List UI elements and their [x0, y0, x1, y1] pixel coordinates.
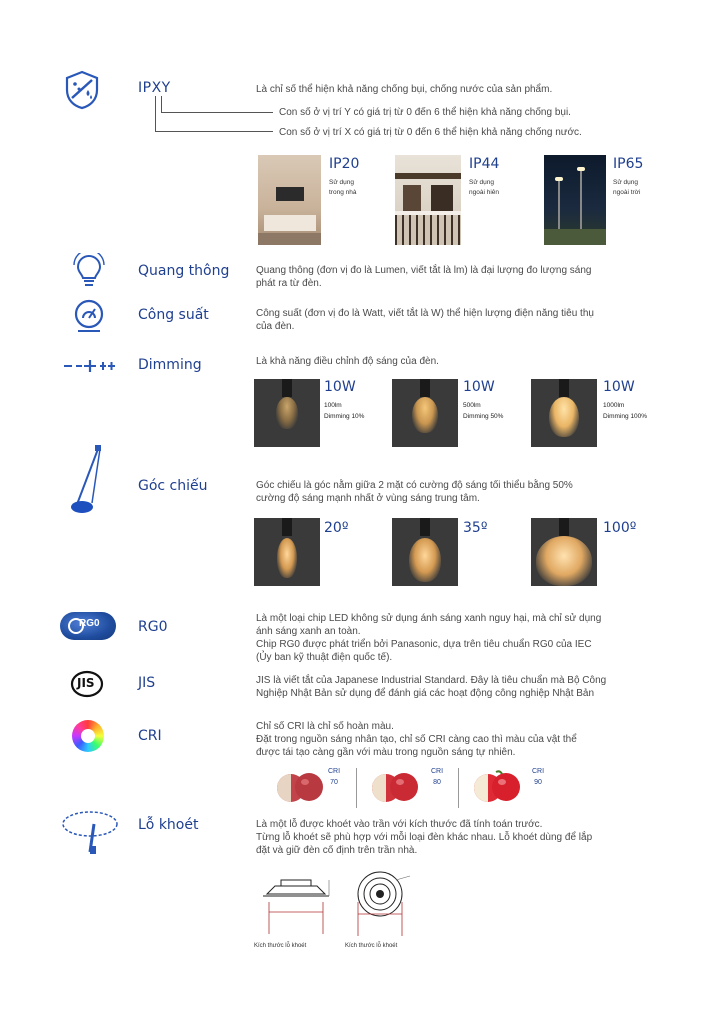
rg0-desc-1: Là một loại chip LED không sử dụng ánh sáng xanh nguy hại, mà chỉ sử dụng	[256, 613, 602, 624]
lo-khoet-desc-3: đặt và giữ đèn cố định trên trần nhà.	[256, 845, 418, 856]
cri-desc-1: Chỉ số CRI là chỉ số hoàn màu.	[256, 721, 394, 732]
apple-cri-80-image	[370, 768, 420, 804]
goc-chieu-desc-2: cường độ sáng mạnh nhất ở vùng sáng trung tâm.	[256, 493, 480, 504]
beam-100-photo	[531, 518, 597, 586]
dimming-watt-10: 10W	[324, 379, 356, 395]
beam-angle-100: 100º	[603, 520, 637, 536]
dimming-lumen-10: 100lm	[324, 402, 342, 409]
dimming-lamp-10-photo	[254, 379, 320, 447]
rg0-badge-text: RG0	[79, 618, 100, 629]
lo-khoet-desc-1: Là một lỗ được khoét vào trần với kích thước đã tính toán trước.	[256, 819, 543, 830]
dimming-level-10: Dimming 10%	[324, 413, 365, 420]
ipxy-description: Là chỉ số thể hiện khả năng chống bụi, chống nước của sản phẩm.	[256, 84, 553, 95]
light-bulb-icon	[72, 253, 106, 289]
cong-suat-desc-1: Công suất (đơn vị đo là Watt, viết tắt là W) thể hiện lượng điện năng tiêu thụ	[256, 308, 594, 319]
power-meter-icon	[72, 298, 106, 334]
dimming-level-100: Dimming 100%	[603, 413, 648, 420]
ipxy-y-connector-h	[161, 112, 273, 113]
ip65-line1: Sử dụng	[613, 179, 638, 186]
dimmer-slider-icon	[62, 358, 116, 374]
jis-desc-2: Nghiệp Nhật Bản sử dụng để đánh giá các hoạt động công nghiệp Nhật Bản	[256, 688, 595, 699]
dimming-watt-100: 10W	[603, 379, 635, 395]
beam-angle-35: 35º	[463, 520, 488, 536]
dimming-watt-50: 10W	[463, 379, 495, 395]
rg0-desc-4: (Ủy ban kỹ thuật điện quốc tế).	[256, 652, 393, 663]
cutout-hole-icon	[60, 808, 120, 856]
jis-label: JIS	[138, 675, 156, 691]
ipxy-y-text: Con số ở vị trí Y có giá trị từ 0 đến 6 thể hiện khả năng chống bụi.	[279, 107, 571, 118]
dimming-lumen-50: 500lm	[463, 402, 481, 409]
jis-logo-icon	[70, 670, 104, 698]
ip44-line2: ngoài hiên	[469, 189, 499, 196]
cri-70-value: 70	[330, 779, 338, 786]
lo-khoet-label: Lỗ khoét	[138, 817, 199, 833]
cutout-side-drawing	[257, 872, 337, 942]
dimming-glow-50	[412, 397, 438, 433]
beam-35-photo	[392, 518, 458, 586]
dimming-label: Dimming	[138, 357, 202, 373]
beam-20-photo	[254, 518, 320, 586]
cri-desc-3: được tái tạo càng gần với màu trong nguồn sáng tự nhiên.	[256, 747, 516, 758]
cutout-caption-1: Kích thước lỗ khoét	[254, 943, 307, 949]
ip65-line2: ngoài trời	[613, 189, 641, 196]
dimming-desc: Là khả năng điều chỉnh độ sáng của đèn.	[256, 356, 439, 367]
cutout-top-drawing	[350, 866, 420, 942]
ipxy-y-connector	[161, 96, 162, 113]
ip20-line2: trong nhà	[329, 189, 357, 196]
ipxy-x-text: Con số ở vị trí X có giá trị từ 0 đến 6 thể hiện khả năng chống nước.	[279, 127, 582, 138]
apple-cri-70-image	[275, 768, 325, 804]
cri-80-name: CRI	[430, 768, 444, 775]
cri-desc-2: Đặt trong nguồn sáng nhân tạo, chỉ số CRI càng cao thì màu của vật thể	[256, 734, 577, 745]
ip20-indoor-photo	[258, 155, 321, 245]
rg0-desc-3: Chip RG0 được phát triển bởi Panasonic, dựa trên tiêu chuẩn RG0 của IEC	[256, 639, 592, 650]
quang-thong-label: Quang thông	[138, 263, 230, 279]
cri-label: CRI	[138, 728, 162, 744]
jis-logo-text: JIS	[77, 676, 95, 690]
cri-divider-1	[356, 768, 357, 808]
beam-angle-20: 20º	[324, 520, 349, 536]
ip20-code: IP20	[329, 156, 360, 172]
cri-70-name: CRI	[327, 768, 341, 775]
ipxy-x-connector	[155, 96, 156, 132]
ipxy-x-connector-h	[155, 131, 273, 132]
dimming-lamp-50-photo	[392, 379, 458, 447]
jis-desc-1: JIS là viết tắt của Japanese Industrial Standard. Đây là tiêu chuẩn mà Bộ Công	[256, 675, 607, 686]
rg0-badge-icon	[60, 612, 116, 640]
cri-90-name: CRI	[531, 768, 545, 775]
apple-cri-90-image	[472, 768, 522, 804]
ip44-porch-photo	[395, 155, 461, 245]
dimming-glow-10	[276, 397, 298, 429]
shield-water-icon	[64, 70, 100, 110]
goc-chieu-label: Góc chiếu	[138, 478, 208, 494]
cri-80-value: 80	[433, 779, 441, 786]
ip65-outdoor-photo	[544, 155, 606, 245]
dimming-level-50: Dimming 50%	[463, 413, 504, 420]
quang-thong-desc-2: phát ra từ đèn.	[256, 278, 322, 289]
lo-khoet-desc-2: Từng lỗ khoét sẽ phù hợp với mỗi loại đèn khác nhau. Lỗ khoét dùng để lắp	[256, 832, 593, 843]
color-wheel-icon	[72, 720, 104, 752]
dimming-lamp-100-photo	[531, 379, 597, 447]
beam-angle-icon	[64, 443, 108, 517]
cong-suat-desc-2: của đèn.	[256, 321, 295, 332]
cri-divider-2	[458, 768, 459, 808]
ip44-code: IP44	[469, 156, 500, 172]
dimming-glow-100	[549, 397, 579, 437]
cong-suat-label: Công suất	[138, 307, 209, 323]
ip65-code: IP65	[613, 156, 644, 172]
rg0-desc-2: ánh sáng xanh an toàn.	[256, 626, 361, 637]
cutout-caption-2: Kích thước lỗ khoét	[345, 943, 398, 949]
ipxy-label: IPXY	[138, 80, 171, 96]
cri-90-value: 90	[534, 779, 542, 786]
quang-thong-desc-1: Quang thông (đơn vị đo là Lumen, viết tắt là lm) là đại lượng đo lượng sáng	[256, 265, 592, 276]
ip44-line1: Sử dụng	[469, 179, 494, 186]
rg0-label: RG0	[138, 619, 168, 635]
goc-chieu-desc-1: Góc chiếu là góc nằm giữa 2 mặt có cường độ sáng tối thiểu bằng 50%	[256, 480, 573, 491]
dimming-lumen-100: 1000lm	[603, 402, 625, 409]
ip20-line1: Sử dụng	[329, 179, 354, 186]
